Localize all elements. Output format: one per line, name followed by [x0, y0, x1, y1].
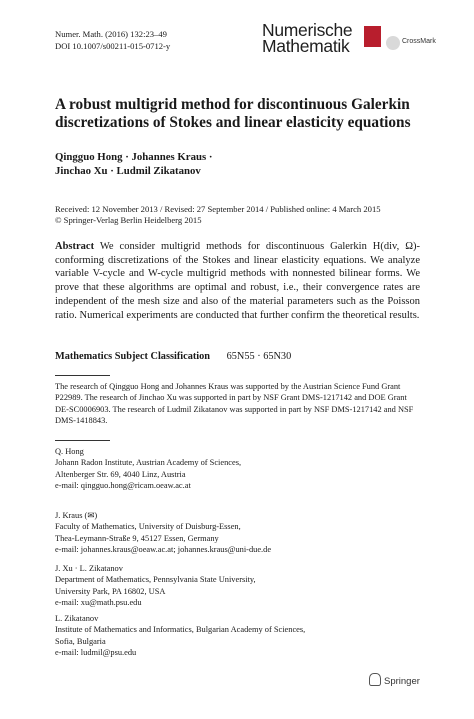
- msc: [55, 350, 435, 363]
- journal-logo: [262, 22, 467, 58]
- affiliation-divider: [55, 440, 110, 441]
- affiliation-line: Thea-Leymann-Straße 9, 45127 Essen, Germany: [55, 533, 219, 543]
- affiliation-line: Department of Mathematics, Pennsylvania State University,: [55, 575, 256, 585]
- affiliation-line: Faculty of Mathematics, University of Duisburg-Essen,: [55, 522, 241, 532]
- paper-title-line1: A robust multigrid method for discontinuous Galerkin: [55, 96, 410, 113]
- journal-logo-line1: Numerische: [262, 20, 353, 40]
- affiliation-kraus: [55, 510, 435, 555]
- affiliation-name: Q. Hong: [55, 447, 84, 456]
- doi[interactable]: DOI 10.1007/s00211-015-0712-y: [55, 41, 171, 51]
- funding-note: The research of Qingguo Hong and Johannes Kraus was supported by the Austrian Science Fund Grant P22989. The research of Jinchao Xu was supported in part by NSF Grant DMS-1217142 and DOE Grant DE-SC0006903. The research of Ludmil Zikatanov was supported in part by NSF DMS-1217142 and NSF DMS-1418843.: [55, 382, 414, 425]
- affiliation-email[interactable]: e-mail: ludmil@psu.edu: [55, 647, 137, 657]
- springer-horse-icon: [369, 673, 381, 686]
- abstract: [55, 240, 420, 322]
- msc-codes: 65N55 · 65N30: [226, 351, 292, 362]
- publisher-name: Springer: [384, 676, 420, 687]
- affiliation-line: Institute of Mathematics and Informatics, Bulgarian Academy of Sciences,: [55, 625, 306, 635]
- affiliation-name: L. Zikatanov: [55, 614, 99, 623]
- received-line: Received: 12 November 2013 / Revised: 27 September 2014 / Published online: 4 March 2015: [55, 204, 381, 214]
- affiliation-xu-zikatanov: [55, 563, 435, 608]
- paper-title: [55, 96, 445, 132]
- crossmark-button[interactable]: [386, 36, 446, 52]
- affiliation-line: Johann Radon Institute, Austrian Academy of Sciences,: [55, 458, 242, 468]
- affiliation-email[interactable]: e-mail: xu@math.psu.edu: [55, 597, 142, 607]
- journal-logo-line2: Mathematik: [262, 36, 350, 56]
- journal-logo-text: [262, 22, 352, 54]
- affiliation-name: J. Kraus (✉): [55, 511, 98, 520]
- abstract-label: Abstract: [55, 241, 95, 252]
- msc-label: Mathematics Subject Classification: [55, 351, 211, 362]
- authors-line1: Qingguo Hong · Johannes Kraus ·: [55, 151, 213, 163]
- footnote-divider: [55, 375, 110, 376]
- affiliation-hong: [55, 446, 435, 491]
- affiliation-line: Sofia, Bulgaria: [55, 636, 106, 646]
- springer-badge-icon: [364, 26, 381, 47]
- paper-title-line2: discretizations of Stokes and linear elasticity equations: [55, 114, 411, 131]
- copyright-line: © Springer-Verlag Berlin Heidelberg 2015: [55, 215, 202, 225]
- crossmark-label: CrossMark: [402, 38, 436, 45]
- affiliation-line: University Park, PA 16802, USA: [55, 586, 166, 596]
- authors: [55, 151, 445, 178]
- authors-line2: Jinchao Xu · Ludmil Zikatanov: [55, 164, 201, 177]
- journal-citation: Numer. Math. (2016) 132:23–49: [55, 29, 167, 39]
- affiliation-email[interactable]: e-mail: qingguo.hong@ricam.oeaw.ac.at: [55, 480, 191, 490]
- affiliation-zikatanov: [55, 613, 435, 658]
- publication-dates: [55, 204, 455, 226]
- abstract-text: We consider multigrid methods for discontinuous Galerkin H(div, Ω)-conforming discretizations of the Stokes and linear elasticity equations. We analyze variable V-cycle and W-cycle multigrid methods with nonnested bilinear forms. We prove that these algorithms are optimal and robust, i.e., their convergence rates are independent of the mesh size and also of the material parameters such as the Poisson ratio. Numerical experiments are conducted that further confirm the theoretical results.: [55, 241, 420, 321]
- affiliation-email[interactable]: e-mail: johannes.kraus@oeaw.ac.at; johannes.kraus@uni-due.de: [55, 544, 272, 554]
- springer-footer: [369, 673, 420, 687]
- affiliation-line: Altenberger Str. 69, 4040 Linz, Austria: [55, 469, 186, 479]
- crossmark-icon: [386, 36, 400, 50]
- affiliation-name: J. Xu · L. Zikatanov: [55, 564, 123, 573]
